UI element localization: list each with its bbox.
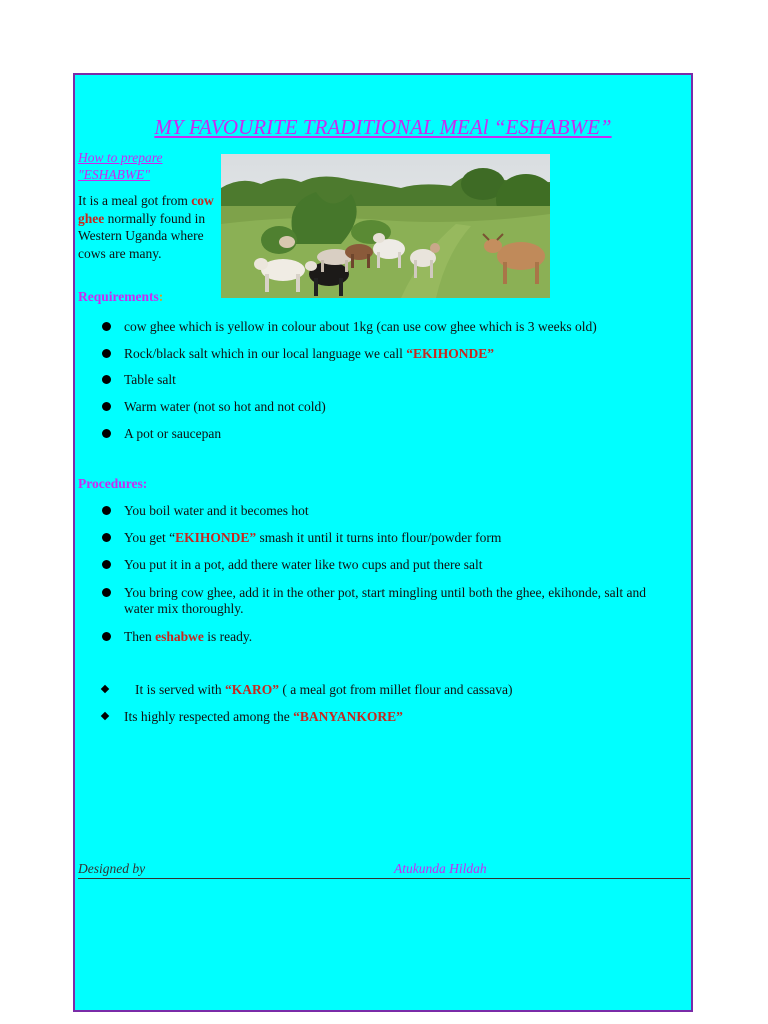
how-to-subheading: How to prepare "ESHABWE" [78, 150, 163, 182]
bullet-icon [102, 375, 111, 384]
designer-name: Atukunda Hildah [394, 861, 487, 876]
requirements-heading-text: Requirements [78, 289, 159, 304]
procedures-heading: Procedures: [78, 476, 148, 491]
list-item [75, 530, 521, 546]
procedure-highlight: EKIHONDE” [175, 530, 257, 545]
bullet-icon [102, 429, 111, 438]
diamond-bullet-icon [101, 685, 109, 693]
requirement-text: Warm water (not so hot and not cold) [124, 399, 326, 414]
procedure-text: Then [124, 629, 156, 644]
bullet-icon [102, 632, 111, 641]
diamond-bullet-icon [101, 712, 109, 720]
list-item [75, 503, 329, 519]
list-item [75, 629, 272, 645]
list-item [75, 557, 503, 573]
procedure-text: You put it in a pot, add there water like two cups and put there salt [124, 557, 483, 572]
bullet-icon [102, 506, 111, 515]
bullet-icon [102, 349, 111, 358]
cows-pasture-illustration [221, 154, 550, 298]
procedure-highlight: eshabwe [155, 629, 204, 644]
intro-text-before: It is a meal got from [78, 193, 192, 208]
procedure-text: You get “ [124, 530, 176, 545]
requirement-text: A pot or saucepan [124, 426, 222, 441]
bullet-icon [102, 402, 111, 411]
note-highlight: “KARO” [225, 682, 279, 697]
bullet-icon [102, 322, 111, 331]
procedure-text: smash it until it turns into flour/powder form [256, 530, 502, 545]
requirement-text: Table salt [124, 372, 176, 387]
designed-by-label: Designed by [78, 861, 146, 876]
list-item [75, 319, 617, 335]
requirement-text: cow ghee which is yellow in colour about 1kg (can use cow ghee which is 3 weeks old) [124, 319, 597, 334]
list-item [75, 682, 533, 698]
list-item [75, 399, 346, 415]
list-item [75, 585, 695, 617]
bullet-icon [102, 560, 111, 569]
footer-signature-line [78, 861, 690, 879]
requirement-text: Rock/black salt which in our local language we call [124, 346, 407, 361]
note-text: Its highly respected among the [124, 709, 294, 724]
bullet-icon [102, 533, 111, 542]
procedure-text: You bring cow ghee, add it in the other pot, start mingling until both the ghee, ekihonde, salt and water mix thoroughly. [124, 585, 647, 616]
procedure-text: is ready. [203, 629, 253, 644]
note-text: ( a meal got from millet flour and cassava) [279, 682, 513, 697]
list-item [75, 426, 241, 442]
intro-paragraph [78, 192, 218, 262]
requirements-heading [78, 289, 163, 305]
intro-text-after: normally found in Western Uganda where cows are many. [78, 210, 206, 261]
note-highlight: “BANYANKORE” [293, 709, 403, 724]
cows-pasture-photo [221, 154, 550, 298]
note-text: It is served with [135, 682, 225, 697]
page-title: MY FAVOURITE TRADITIONAL MEAl “ESHABWE” [154, 115, 612, 139]
list-item [75, 346, 514, 362]
requirement-highlight: “EKIHONDE” [406, 346, 495, 361]
intro-highlight: cow ghee [78, 193, 214, 226]
requirements-colon: : [158, 289, 164, 304]
procedure-text: You boil water and it becomes hot [124, 503, 309, 518]
bullet-icon [102, 588, 111, 597]
document-page [73, 73, 693, 1012]
list-item [75, 709, 423, 725]
list-item [75, 372, 196, 388]
